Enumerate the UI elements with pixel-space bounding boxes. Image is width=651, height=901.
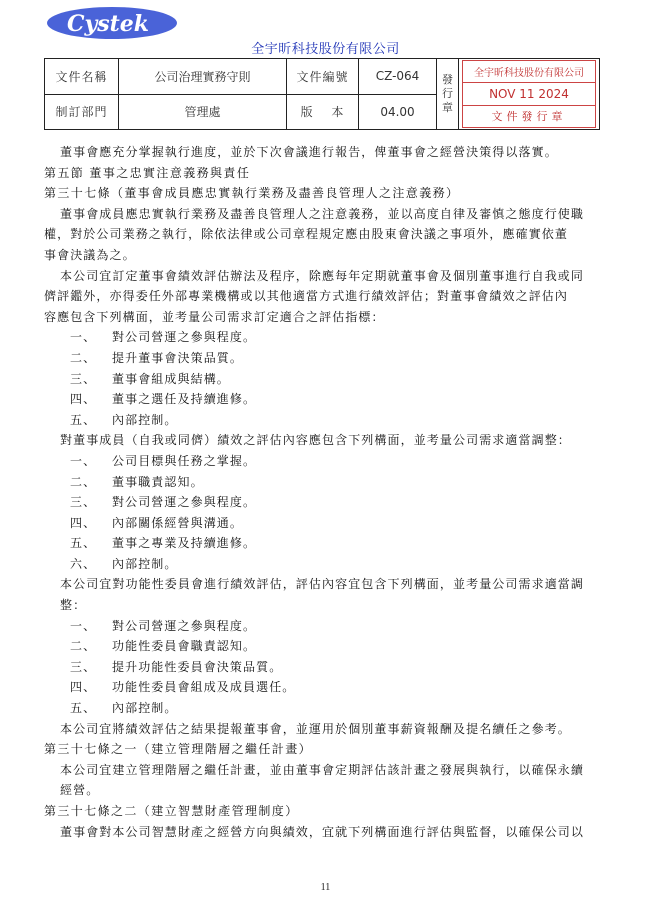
list-item-text: 提升董事會決策品質。 — [112, 350, 244, 365]
list-item-number: 五、 — [70, 701, 97, 716]
issue-stamp — [462, 60, 596, 128]
list-item-number: 二、 — [70, 639, 97, 654]
doc-name-value: 公司治理實務守則 — [119, 59, 287, 95]
list-item-text: 公司目標與任務之掌握。 — [112, 453, 257, 468]
list-item-text: 董事職責認知。 — [112, 474, 204, 489]
list-item-number: 三、 — [70, 371, 97, 386]
list-item-number: 二、 — [70, 350, 97, 365]
stamp-date: NOV 11 2024 — [463, 83, 595, 105]
list-item-text: 董事會組成與結構。 — [112, 371, 230, 386]
list-item-text: 內部關係經營與溝通。 — [112, 515, 244, 530]
list-item-text: 董事之專業及持續進修。 — [112, 536, 257, 551]
stamp-text: 文件發行章 — [491, 110, 567, 124]
paragraph-line: 本公司宜將績效評估之結果提報董事會，並運用於個別董事薪資報酬及提名續任之參考。 — [60, 721, 571, 736]
list-item — [44, 451, 600, 472]
document-body — [44, 142, 600, 842]
list-item-number: 二、 — [70, 474, 97, 489]
list-item-number: 一、 — [70, 330, 97, 345]
list-item-text: 內部控制。 — [112, 412, 178, 427]
list-item-text: 功能性委員會組成及成員選任。 — [112, 680, 296, 695]
list-item — [44, 533, 600, 554]
list-item-number: 六、 — [70, 556, 97, 571]
list-item — [44, 327, 600, 348]
list-item-text: 內部控制。 — [112, 556, 178, 571]
doc-no-value: CZ-064 — [359, 59, 437, 95]
paragraph-line: 事會決議為之。 — [44, 247, 136, 262]
page-number: 11 — [320, 882, 331, 893]
paragraph-line: 董事會對本公司智慧財產之經營方向與績效，宜就下列構面進行評估與監督，以確保公司以 — [60, 824, 585, 839]
list-item — [44, 348, 600, 369]
company-name: 全宇昕科技股份有限公司 — [251, 42, 400, 57]
paragraph-line: 本公司宜訂定董事會績效評估辦法及程序，除應每年定期就董事會及個別董事進行自我或同 — [60, 268, 585, 283]
list-item — [44, 369, 600, 390]
list-item-number: 三、 — [70, 659, 97, 674]
list-item — [44, 616, 600, 637]
paragraph-line: 儕評鑑外，亦得委任外部專業機構或以其他適當方式進行績效評估；對董事會績效之評估內 — [44, 289, 569, 304]
list-item-number: 四、 — [70, 680, 97, 695]
doc-no-label: 文件編號 — [287, 59, 359, 95]
logo-text: Cystek — [66, 11, 150, 37]
document-header-table — [44, 58, 600, 130]
dept-label: 制訂部門 — [45, 94, 119, 130]
list-item-number: 四、 — [70, 515, 97, 530]
list-item — [44, 492, 600, 513]
list-item-number: 一、 — [70, 453, 97, 468]
section-heading: 第三十七條（董事會成員應忠實執行業務及盡善良管理人之注意義務） — [44, 186, 460, 201]
doc-name-label: 文件名稱 — [45, 59, 119, 95]
version-label: 版 本 — [287, 94, 359, 130]
version-value: 04.00 — [359, 94, 437, 130]
list-item-text: 內部控制。 — [112, 701, 178, 716]
paragraph-line: 對董事成員（自我或同儕）績效之評估內容應包含下列構面，並考量公司需求適當調整： — [60, 433, 571, 448]
list-item-text: 對公司營運之參與程度。 — [112, 495, 257, 510]
list-item-text: 對公司營運之參與程度。 — [112, 330, 257, 345]
issue-stamp-label — [437, 59, 459, 130]
list-item-number: 三、 — [70, 495, 97, 510]
list-item-number: 五、 — [70, 412, 97, 427]
list-item-text: 對公司營運之參與程度。 — [112, 618, 257, 633]
paragraph-line: 董事會應充分掌握執行進度，並於下次會議進行報告，俾董事會之經營決策得以落實。 — [60, 145, 558, 159]
stamp-company: 全宇昕科技股份有限公司 — [463, 61, 595, 83]
section-heading: 第五節 董事之忠實注意義務與責任 — [44, 165, 251, 180]
issue-stamp-cell — [459, 59, 600, 130]
list-item — [44, 554, 600, 575]
list-item — [44, 698, 600, 719]
list-item-text: 功能性委員會職責認知。 — [112, 639, 257, 654]
paragraph-line: 本公司宜對功能性委員會進行績效評估，評估內容宜包含下列構面，並考量公司需求適當調 — [60, 577, 585, 592]
list-item-text: 提升功能性委員會決策品質。 — [112, 659, 283, 674]
list-item — [44, 677, 600, 698]
paragraph-line: 權，對於公司業務之執行，除依法律或公司章程規定應由股東會決議之事項外，應確實依董 — [44, 227, 569, 242]
list-item-number: 四、 — [70, 392, 97, 407]
list-item — [44, 513, 600, 534]
dept-value: 管理處 — [119, 94, 287, 130]
list-item — [44, 636, 600, 657]
paragraph-line: 整： — [60, 598, 87, 613]
paragraph-line: 本公司宜建立管理階層之繼任計畫，並由董事會定期評估該計畫之發展與執行，以確保永續 — [60, 762, 585, 777]
issue-stamp-chars: 發行章 — [442, 73, 453, 114]
list-item — [44, 389, 600, 410]
paragraph-line: 董事會成員應忠實執行業務及盡善良管理人之注意義務，並以高度自律及審慎之態度行使職 — [60, 206, 585, 221]
list-item — [44, 657, 600, 678]
section-heading: 第三十七條之一（建立管理階層之繼任計畫） — [44, 742, 313, 757]
list-item-number: 一、 — [70, 618, 97, 633]
list-item-text: 董事之選任及持續進修。 — [112, 392, 257, 407]
list-item — [44, 410, 600, 431]
paragraph-line: 經營。 — [60, 783, 100, 798]
list-item — [44, 472, 600, 493]
paragraph-line: 容應包含下列構面，並考量公司需求訂定適合之評估指標： — [44, 309, 385, 324]
cystek-logo — [46, 6, 178, 40]
section-heading: 第三十七條之二（建立智慧財產管理制度） — [44, 804, 299, 818]
list-item-number: 五、 — [70, 536, 97, 551]
